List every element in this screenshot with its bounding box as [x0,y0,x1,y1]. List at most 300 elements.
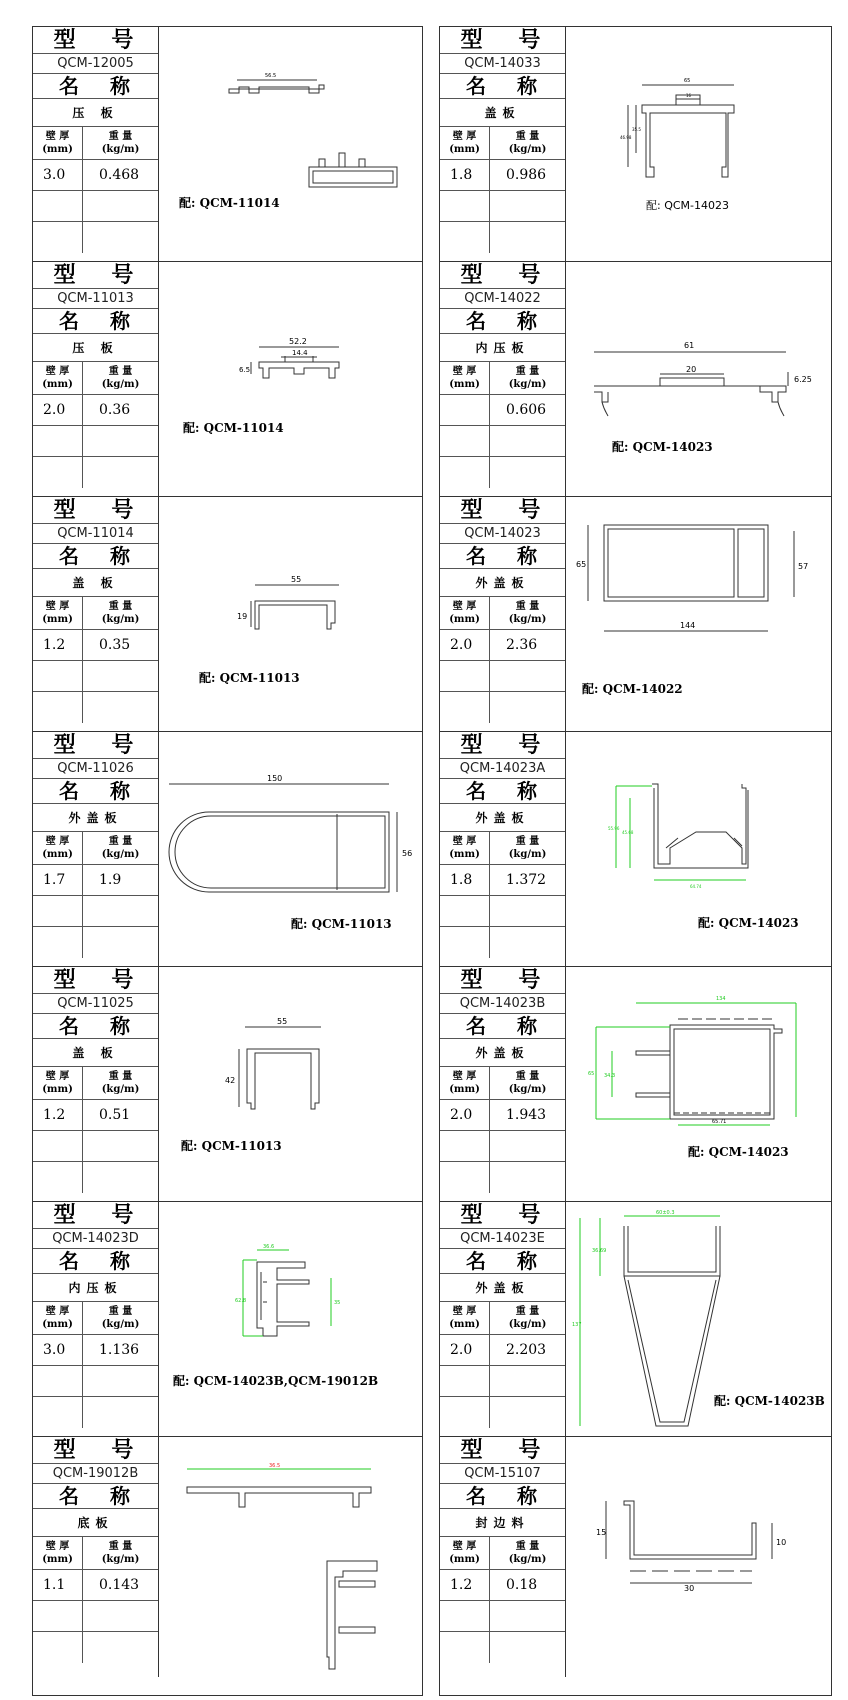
weight-value: 0.35 [99,637,131,653]
empty-row [33,896,158,927]
model-label: 型 号 [440,967,565,994]
model-label: 型 号 [33,497,158,524]
match-note [173,1372,378,1389]
model-label: 型 号 [33,967,158,994]
profile-drawing [566,1437,831,1677]
empty-row [440,191,565,222]
spec-table [440,732,566,966]
match-model: QCM-11013 [201,1139,282,1153]
spec-header [33,1302,158,1335]
spec-table [440,967,566,1201]
thickness-label: 壁 厚 [45,1541,70,1552]
model-label: 型 号 [440,497,565,524]
thickness-label: 壁 厚 [45,836,70,847]
profile-cross-section [624,1226,720,1426]
profile-drawing [566,732,831,966]
thickness-label: 壁 厚 [45,601,70,612]
match-prefix: 配: [181,1139,198,1153]
model-label: 型 号 [33,27,158,54]
match-model: QCM-11014 [203,421,284,435]
empty-row [440,222,565,253]
spec-values [440,630,565,661]
spec-values [33,865,158,896]
match-prefix: 配: [199,671,216,685]
match-model: QCM-14023 [718,916,799,930]
model-label: 型 号 [440,1202,565,1229]
thickness-label: 壁 厚 [452,366,477,377]
spec-header [440,1302,565,1335]
profile-cross-section [187,1469,377,1669]
thickness-unit: (mm) [42,1554,73,1565]
empty-row [33,191,158,222]
model-code: QCM-19012B [33,1464,158,1484]
thickness-unit: (mm) [449,1554,480,1565]
dimension-label: 137 [572,1322,582,1328]
dimension-label: 34.3 [604,1073,616,1079]
thickness-label: 壁 厚 [452,131,477,142]
dimension-label: 65.71 [712,1119,727,1125]
thickness-unit: (mm) [42,144,73,155]
dimension-label: 45.68 [622,830,634,835]
model-code: QCM-15107 [440,1464,565,1484]
product-card [440,27,831,262]
weight-label: 重 量 [515,131,540,142]
dimension-label: 65 [684,78,691,84]
match-note [181,1137,282,1154]
match-note [688,1143,789,1160]
profile-drawing [566,1202,831,1436]
dimension-label: 6.25 [794,375,812,384]
weight-value: 0.468 [99,167,140,183]
weight-value: 1.943 [506,1107,547,1123]
thickness-label: 壁 厚 [452,1306,477,1317]
match-prefix: 配: [183,421,200,435]
match-prefix: 配: [646,199,661,212]
thickness-unit: (mm) [42,614,73,625]
product-name: 盖 板 [33,569,158,597]
spec-table [440,497,566,731]
empty-row [440,1397,565,1428]
product-name: 压 板 [33,334,158,362]
match-prefix: 配: [612,440,629,454]
profile-drawing [159,732,422,966]
dimension-label: 55 [277,1017,288,1026]
name-label: 名 称 [440,779,565,804]
spec-header [440,1537,565,1570]
empty-row [33,426,158,457]
model-code: QCM-14023B [440,994,565,1014]
name-label: 名 称 [440,1484,565,1509]
spec-values [33,1100,158,1131]
weight-unit: (kg/m) [101,849,140,860]
weight-label: 重 量 [108,836,133,847]
empty-row [440,1601,565,1632]
model-code: QCM-11013 [33,289,158,309]
empty-row [33,1632,158,1663]
weight-label: 重 量 [108,601,133,612]
catalog-column-right [439,26,832,1696]
dimension-label: 36.5 [269,1463,281,1469]
dimension-label: 55.96 [608,826,620,831]
weight-unit: (kg/m) [508,1319,547,1330]
spec-header [33,832,158,865]
product-name: 底板 [33,1509,158,1537]
thickness-label: 壁 厚 [452,1541,477,1552]
weight-unit: (kg/m) [101,379,140,390]
thickness-unit: (mm) [42,849,73,860]
match-model: QCM-11014 [199,196,280,210]
profile-cross-section [588,525,794,631]
thickness-value [440,395,490,425]
match-note [183,419,284,436]
thickness-value: 2.0 [33,395,83,425]
empty-row [440,661,565,692]
match-prefix: 配: [714,1394,731,1408]
model-code: QCM-14023D [33,1229,158,1249]
profile-drawing [159,967,422,1201]
weight-label: 重 量 [515,1306,540,1317]
product-name: 外盖板 [440,804,565,832]
product-card [440,497,831,732]
model-label: 型 号 [33,1202,158,1229]
spec-header [440,597,565,630]
weight-value: 0.18 [506,1577,538,1593]
dimension-label: 61 [684,341,695,350]
weight-label: 重 量 [108,1541,133,1552]
spec-table [33,27,159,261]
dimension-label: 6.5 [239,366,251,374]
spec-header [33,597,158,630]
thickness-value: 2.0 [440,1100,490,1130]
weight-label: 重 量 [108,1071,133,1082]
match-model: QCM-14023 [632,440,713,454]
dimension-label: 64.74 [690,884,702,889]
dimension-label: 56 [402,849,413,858]
match-model: QCM-11013 [219,671,300,685]
dimension-label: 65 [588,1071,595,1077]
dimension-label: 60±0.3 [656,1210,675,1216]
profile-drawing [159,497,422,731]
thickness-unit: (mm) [42,1084,73,1095]
match-prefix: 配: [291,917,308,931]
empty-row [33,1131,158,1162]
spec-header [33,362,158,395]
dimension-label: 35 [334,1300,341,1306]
weight-unit: (kg/m) [508,379,547,390]
name-label: 名 称 [440,74,565,99]
model-label: 型 号 [33,1437,158,1464]
thickness-value: 3.0 [33,160,83,190]
thickness-unit: (mm) [449,614,480,625]
empty-row [33,1601,158,1632]
product-card [33,1437,422,1677]
empty-row [440,1131,565,1162]
weight-value: 0.36 [99,402,131,418]
dimension-label: 35.5 [632,127,641,132]
thickness-value: 3.0 [33,1335,83,1365]
name-label: 名 称 [33,1484,158,1509]
weight-value: 2.203 [506,1342,547,1358]
product-name: 封边料 [440,1509,565,1537]
weight-value: 2.36 [506,637,538,653]
empty-row [33,222,158,253]
thickness-label: 壁 厚 [45,1071,70,1082]
empty-row [440,1162,565,1193]
weight-label: 重 量 [108,1306,133,1317]
weight-unit: (kg/m) [101,1084,140,1095]
weight-value: 1.9 [99,872,122,888]
match-model: QCM-14023B [734,1394,825,1408]
name-label: 名 称 [33,1014,158,1039]
product-card [33,1202,422,1437]
name-label: 名 称 [440,544,565,569]
dimension-label: 46.98 [620,135,632,140]
model-code: QCM-11014 [33,524,158,544]
profile-cross-section [594,352,788,416]
empty-row [440,426,565,457]
thickness-value: 1.8 [440,160,490,190]
spec-header [440,1067,565,1100]
spec-table [440,27,566,261]
product-name: 外盖板 [440,1274,565,1302]
spec-table [33,262,159,496]
match-prefix: 配: [688,1145,705,1159]
profile-drawing [566,497,831,731]
profile-cross-section [628,85,734,177]
product-card [440,967,831,1202]
match-prefix: 配: [179,196,196,210]
empty-row [440,1366,565,1397]
match-note [646,197,729,213]
spec-table [33,1202,159,1436]
match-note [612,438,713,455]
match-prefix: 配: [698,916,715,930]
empty-row [33,1162,158,1193]
model-code: QCM-11025 [33,994,158,1014]
model-label: 型 号 [33,732,158,759]
weight-unit: (kg/m) [101,144,140,155]
product-card [440,262,831,497]
empty-row [33,1397,158,1428]
dimension-label: 36.69 [592,1248,607,1254]
spec-table [33,732,159,966]
empty-row [440,927,565,958]
profile-cross-section [636,1019,782,1119]
match-note [199,669,300,686]
match-model: QCM-11013 [311,917,392,931]
dimension-label: 55 [291,575,302,584]
model-code: QCM-14023A [440,759,565,779]
spec-values [33,160,158,191]
model-code: QCM-11026 [33,759,158,779]
match-model: QCM-14023 [708,1145,789,1159]
weight-label: 重 量 [515,601,540,612]
weight-value: 0.51 [99,1107,131,1123]
weight-label: 重 量 [108,131,133,142]
match-prefix: 配: [173,1374,190,1388]
match-model: QCM-14022 [602,682,683,696]
profile-cross-section [251,585,339,629]
weight-unit: (kg/m) [508,144,547,155]
dimension-label: 30 [684,1584,695,1593]
dimension-label: 16 [686,93,692,98]
weight-value: 1.372 [506,872,547,888]
match-model: QCM-14023 [664,199,730,212]
product-name: 盖 板 [33,1039,158,1067]
thickness-unit: (mm) [42,1319,73,1330]
empty-row [440,896,565,927]
spec-header [33,1067,158,1100]
profile-cross-section [229,80,397,187]
empty-row [33,661,158,692]
profile-drawing [566,967,831,1201]
name-label: 名 称 [33,544,158,569]
name-label: 名 称 [440,1249,565,1274]
dimension-label: 36.6 [263,1244,275,1250]
spec-values [440,865,565,896]
profile-drawing [159,27,422,261]
thickness-value: 2.0 [440,1335,490,1365]
name-label: 名 称 [33,309,158,334]
model-label: 型 号 [440,27,565,54]
product-card [33,732,422,967]
match-note [714,1392,825,1409]
name-label: 名 称 [440,1014,565,1039]
spec-header [440,362,565,395]
product-card [33,967,422,1202]
thickness-label: 壁 厚 [45,366,70,377]
thickness-value: 1.2 [33,1100,83,1130]
dimension-label: 134 [716,996,726,1002]
spec-values [440,1100,565,1131]
profile-cross-section [169,784,397,892]
profile-drawing [159,262,422,496]
dimension-label: 19 [237,612,248,621]
thickness-unit: (mm) [42,379,73,390]
weight-label: 重 量 [515,836,540,847]
weight-unit: (kg/m) [101,1554,140,1565]
dimension-label: 56.5 [265,73,277,79]
product-name: 内压板 [33,1274,158,1302]
spec-values [440,1570,565,1601]
profile-cross-section [652,784,748,868]
product-card [440,1437,831,1677]
dimension-label: 52.2 [289,337,307,346]
spec-values [33,630,158,661]
match-prefix: 配: [582,682,599,696]
profile-drawing [159,1437,422,1677]
thickness-value: 1.2 [440,1570,490,1600]
thickness-unit: (mm) [449,144,480,155]
model-label: 型 号 [440,1437,565,1464]
weight-value: 1.136 [99,1342,140,1358]
empty-row [440,692,565,723]
weight-unit: (kg/m) [101,1319,140,1330]
dimension-label: 10 [776,1538,787,1547]
weight-unit: (kg/m) [508,1084,547,1095]
model-code: QCM-14033 [440,54,565,74]
profile-drawing [566,27,831,261]
weight-label: 重 量 [515,1541,540,1552]
thickness-value: 1.8 [440,865,490,895]
thickness-label: 壁 厚 [45,131,70,142]
name-label: 名 称 [33,74,158,99]
model-label: 型 号 [440,732,565,759]
dimension-label: 20 [686,365,697,374]
empty-row [440,457,565,488]
product-card [33,262,422,497]
profile-drawing [566,262,831,496]
product-name: 内压板 [440,334,565,362]
weight-value: 0.143 [99,1577,140,1593]
thickness-label: 壁 厚 [452,601,477,612]
weight-unit: (kg/m) [508,1554,547,1565]
thickness-unit: (mm) [449,1319,480,1330]
profile-cross-section [257,1262,309,1336]
thickness-unit: (mm) [449,1084,480,1095]
match-note [291,915,392,932]
spec-values [33,395,158,426]
product-card [440,732,831,967]
model-code: QCM-12005 [33,54,158,74]
profile-drawing [159,1202,422,1436]
spec-table [33,1437,159,1677]
product-name: 外盖板 [440,569,565,597]
product-card [440,1202,831,1437]
profile-cross-section [606,1501,772,1583]
empty-row [33,1366,158,1397]
product-name: 压 板 [33,99,158,127]
dimension-label: 57 [798,562,809,571]
dimension-label: 144 [680,621,696,630]
thickness-value: 1.2 [33,630,83,660]
model-code: QCM-14022 [440,289,565,309]
spec-values [440,395,565,426]
thickness-label: 壁 厚 [452,836,477,847]
empty-row [33,457,158,488]
empty-row [440,1632,565,1663]
weight-value: 0.986 [506,167,547,183]
thickness-unit: (mm) [449,849,480,860]
name-label: 名 称 [33,1249,158,1274]
model-label: 型 号 [33,262,158,289]
empty-row [33,692,158,723]
spec-header [33,1537,158,1570]
empty-row [33,927,158,958]
spec-table [33,497,159,731]
spec-table [33,967,159,1201]
dimension-label: 15 [596,1528,607,1537]
product-card [33,27,422,262]
model-code: QCM-14023E [440,1229,565,1249]
weight-unit: (kg/m) [508,849,547,860]
catalog-column-left [32,26,423,1696]
profile-cross-section [239,1027,321,1109]
spec-header [33,127,158,160]
weight-label: 重 量 [515,1071,540,1082]
spec-values [440,1335,565,1366]
dimension-label: 42 [225,1076,236,1085]
thickness-unit: (mm) [449,379,480,390]
weight-value: 0.606 [506,402,547,418]
thickness-value: 2.0 [440,630,490,660]
match-model: QCM-14023B,QCM-19012B [193,1374,379,1388]
thickness-value: 1.1 [33,1570,83,1600]
weight-label: 重 量 [515,366,540,377]
weight-label: 重 量 [108,366,133,377]
product-name: 外盖板 [33,804,158,832]
dimension-label: 65 [576,560,587,569]
